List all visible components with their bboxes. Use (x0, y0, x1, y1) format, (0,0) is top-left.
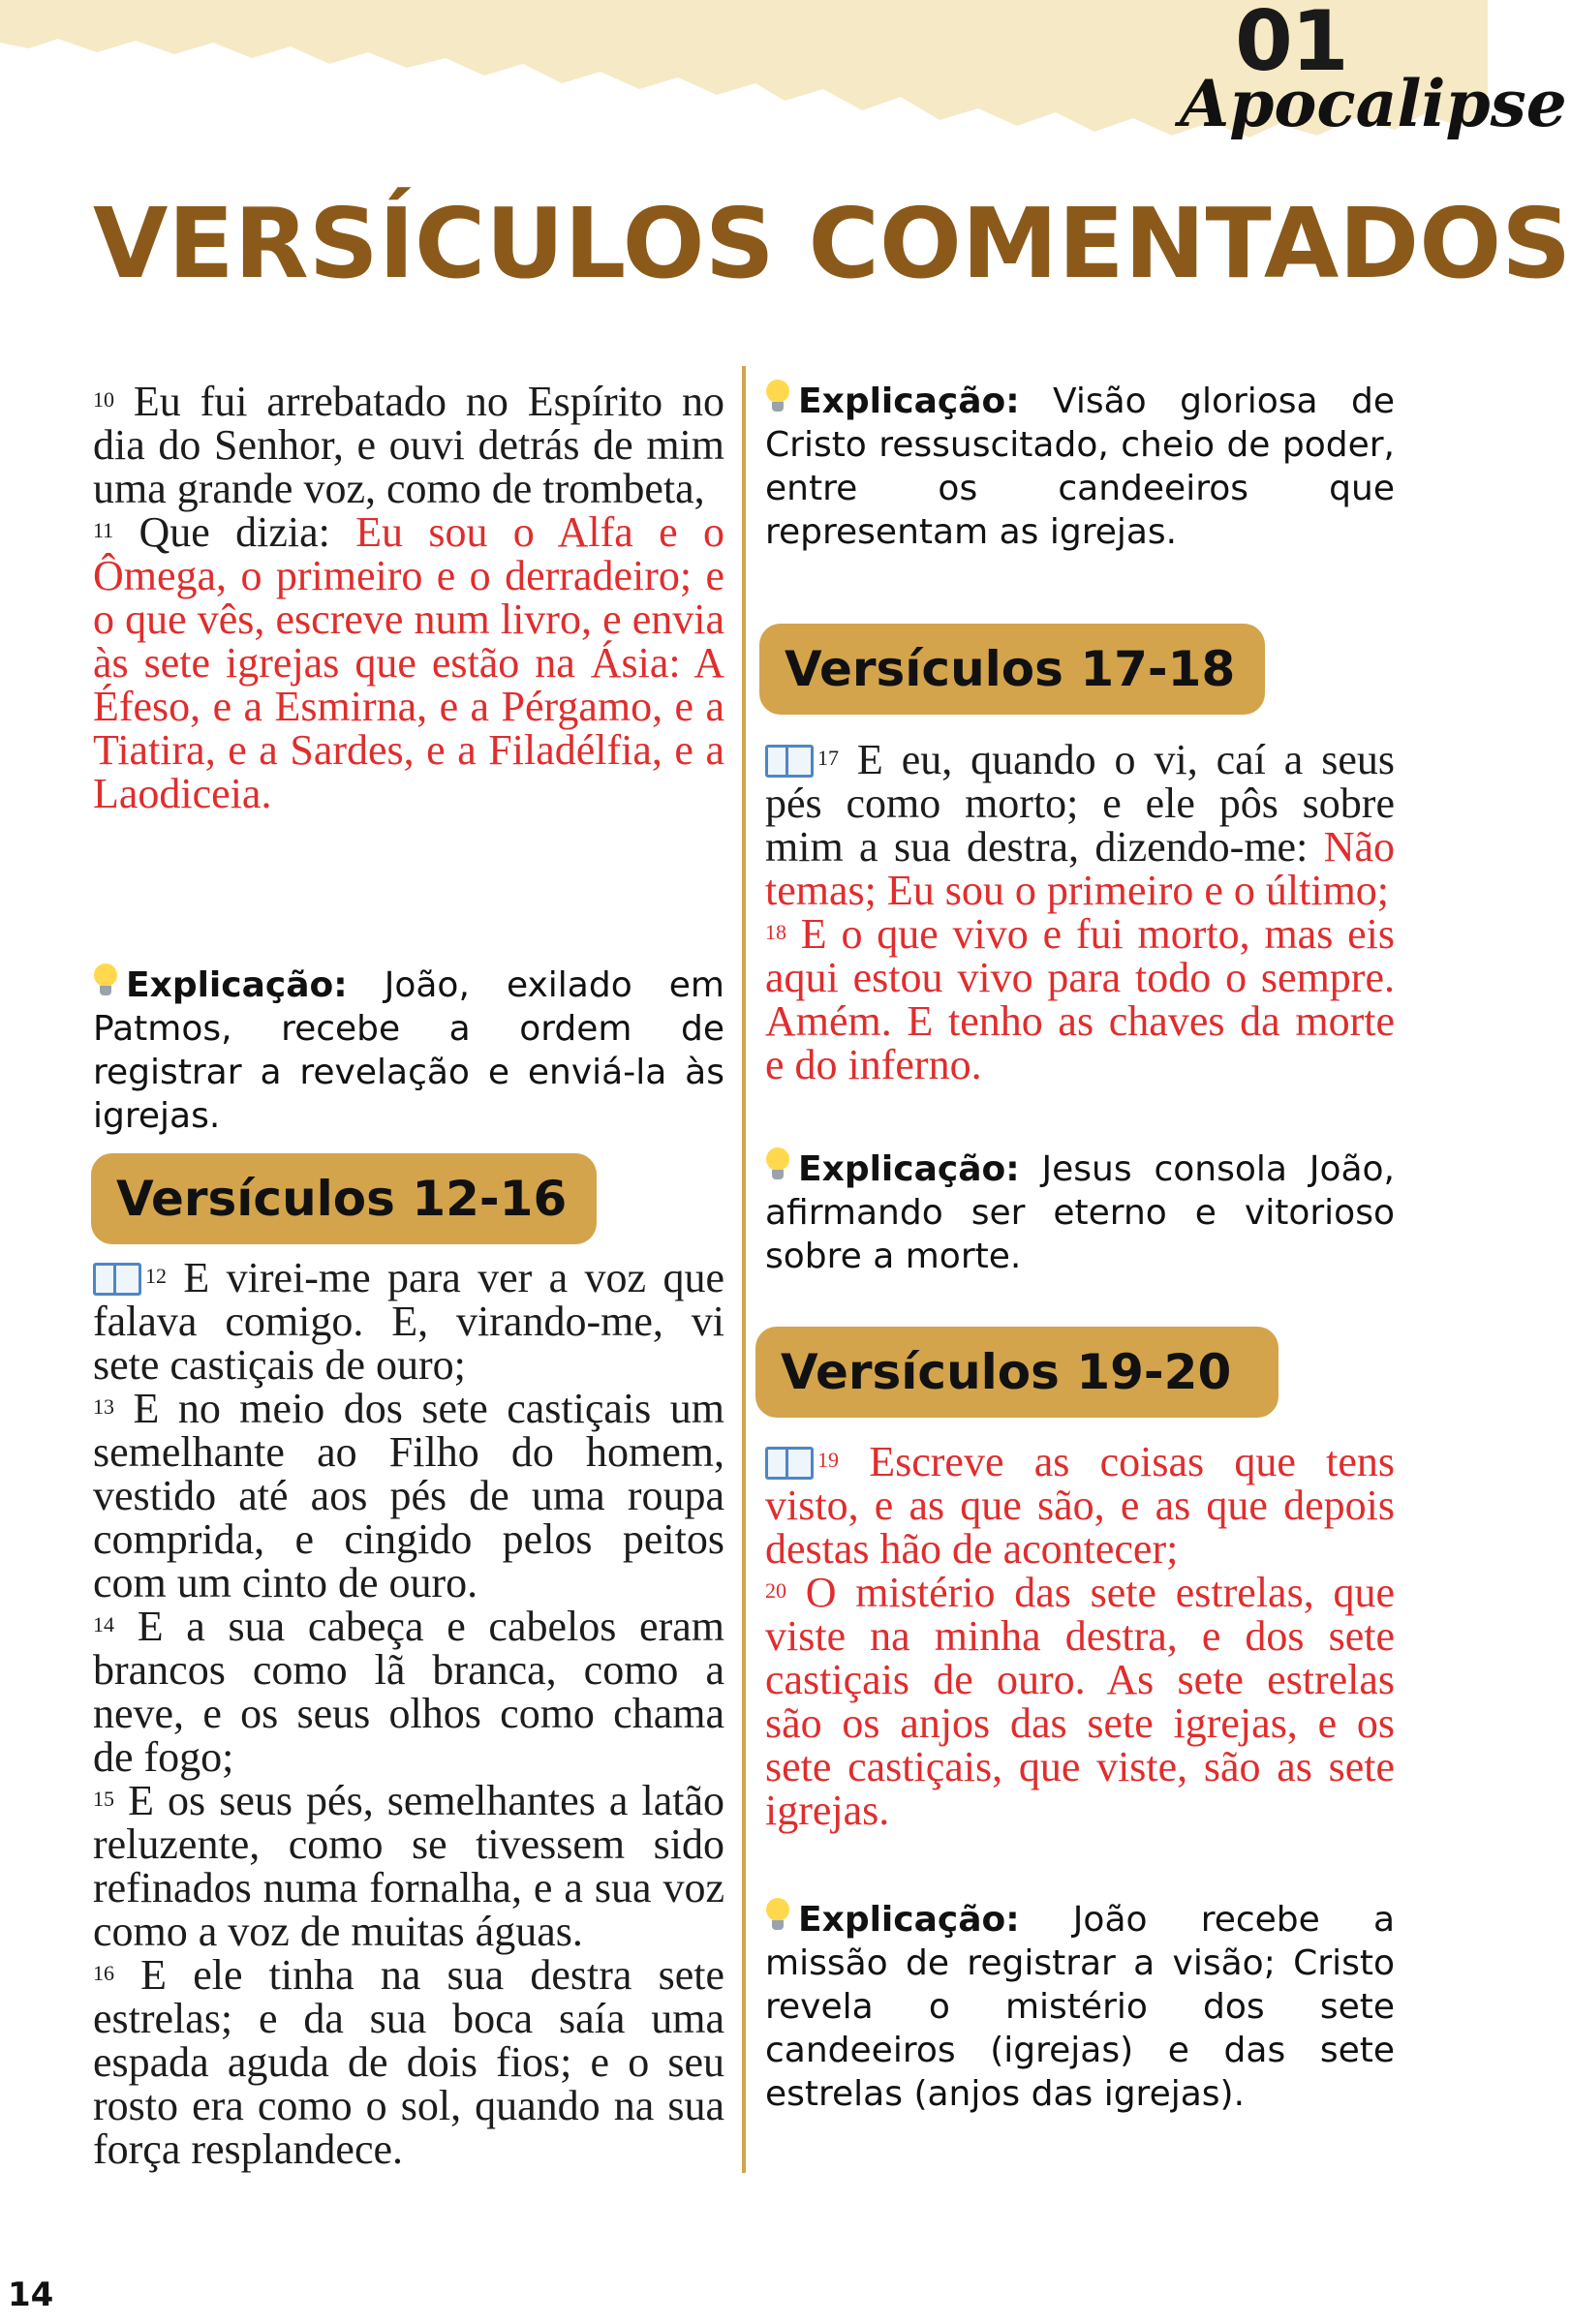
section-badge-19-20: Versículos 19-20 (755, 1327, 1278, 1418)
chapter-number: 01 (1235, 0, 1347, 90)
left-verses-10-11 (93, 380, 724, 815)
lightbulb-icon (765, 1147, 790, 1184)
explanation-2: Explicação: Visão gloriosa de Cristo ressuscitado, cheio de poder, entre os candeeiros que representam as igrejas. (765, 382, 1395, 552)
left-verses-12-16 (93, 1256, 724, 2171)
verse-16: $^{16}$ E ele tinha na sua destra sete estrelas; e da sua boca saía uma espada aguda de dois fios; e o seu rosto era como o sol, quando na sua força resplandece. (93, 1951, 724, 2173)
book-name: Apocalipse (1180, 66, 1567, 141)
lightbulb-icon (765, 380, 790, 416)
open-book-icon (765, 743, 814, 776)
page-title: VERSÍCULOS COMENTADOS (93, 187, 1571, 300)
lightbulb-icon (765, 1898, 790, 1935)
column-divider (742, 366, 746, 2173)
lightbulb-icon (93, 963, 118, 1000)
explanation-1: Explicação: João, exilado em Patmos, recebe a ordem de registrar a revelação e enviá-la às igrejas. (93, 965, 724, 1136)
right-verses-19-20 (765, 1440, 1395, 1832)
verse-20: $^{20}$ O mistério das sete estrelas, que viste na minha destra, e dos sete castiçais de ouro. As sete estrelas são os anjos das sete igrejas, e os sete castiçais, que viste, são as sete igrejas. (765, 1569, 1395, 1834)
verse-11: $^{11}$ Que dizia: Eu sou o Alfa e o Ômega, o primeiro e o derradeiro; e o que vês, escreve num livro, e envia às sete igrejas que estão na Ásia: A Éfeso, e a Esmirna, e a Pérgamo, e a Tiatira, e a Sardes, e a Filadélfia, e a Laodiceia. (93, 508, 724, 817)
explanation-3: Explicação: Jesus consola João, afirmando ser eterno e vitorioso sobre a morte. (765, 1149, 1395, 1276)
section-badge-17-18: Versículos 17-18 (759, 624, 1265, 715)
verse-15: $^{15}$ E os seus pés, semelhantes a latão reluzente, como se tivessem sido refinados numa fornalha, e a sua voz como a voz de muitas águas. (93, 1777, 724, 1955)
verse-19: $^{19}$ Escreve as coisas que tens visto, e as que são, e as que depois destas hão de acontecer; (765, 1438, 1395, 1573)
verse-12: $^{12}$ E virei-me para ver a voz que falava comigo. E, virando-me, vi sete castiçais de ouro; (93, 1254, 724, 1389)
verse-13: $^{13}$ E no meio dos sete castiçais um semelhante ao Filho do homem, vestido até aos pés de uma roupa comprida, e cingido pelos peitos com um cinto de ouro. (93, 1385, 724, 1606)
verse-14: $^{14}$ E a sua cabeça e cabelos eram brancos como lã branca, como a neve, e os seus olhos como chama de fogo; (93, 1603, 724, 1781)
open-book-icon (765, 1445, 814, 1478)
verse-18: $^{18}$ E o que vivo e fui morto, mas eis aqui estou vivo para todo o sempre. Amém. E tenho as chaves da morte e do inferno. (765, 910, 1395, 1088)
explanation-4: Explicação: João recebe a missão de registrar a visão; Cristo revela o mistério dos sete candeeiros (igrejas) e das sete estrelas (anjos das igrejas). (765, 1900, 1395, 2114)
open-book-icon (93, 1261, 141, 1294)
verse-17: $^{17}$ E eu, quando o vi, caí a seus pés como morto; e ele pôs sobre mim a sua destra, dizendo-me: Não temas; Eu sou o primeiro e o último; (765, 736, 1395, 914)
page-number: 14 (8, 2276, 54, 2314)
section-badge-12-16: Versículos 12-16 (91, 1153, 597, 1244)
verse-10: $^{10}$ Eu fui arrebatado no Espírito no dia do Senhor, e ouvi detrás de mim uma grande voz, como de trombeta, (93, 378, 725, 512)
right-verses-17-18 (765, 738, 1395, 1086)
